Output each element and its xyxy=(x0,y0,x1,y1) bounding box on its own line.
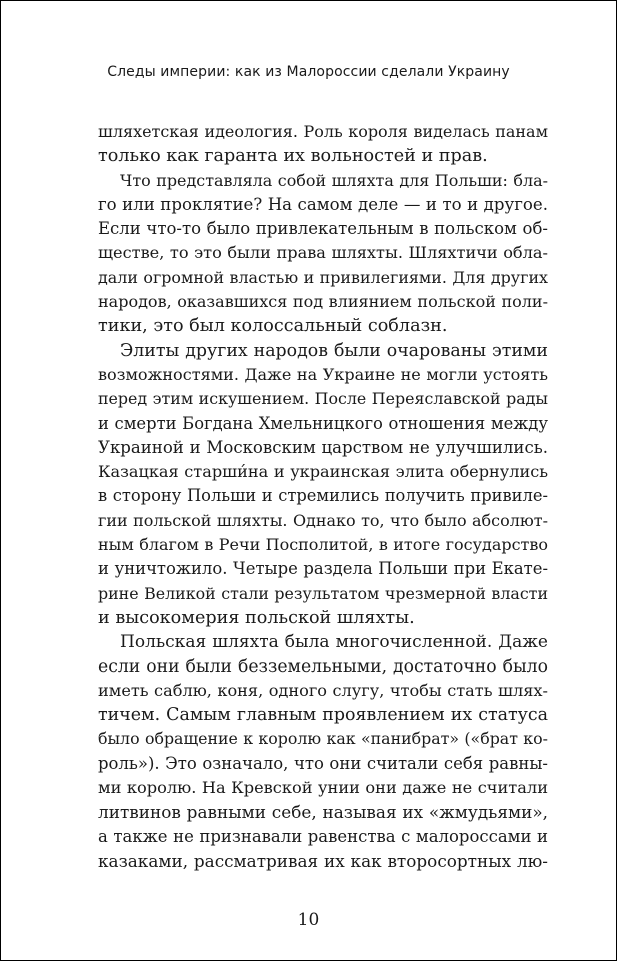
text-line: перед этим искушением. После Переяславской рады xyxy=(98,389,548,409)
text-line: и высокомерия польской шляхты. xyxy=(98,607,415,628)
body-text xyxy=(98,120,548,873)
text-line: литвинов равными себе, называя их «жмудьями», xyxy=(98,802,548,823)
text-line: Казацкая старши́на и украинская элита обернулись xyxy=(98,462,548,482)
text-line: ществе, то это были права шляхты. Шляхтичи обла- xyxy=(98,243,548,263)
text-line: казаками, рассматривая их как второсортных лю- xyxy=(98,850,548,871)
text-line: Что представляла собой шляхта для Польши: бла- xyxy=(120,170,548,190)
text-line: в сторону Польши и стремились получить привиле- xyxy=(98,486,548,506)
running-head: Следы империи: как из Малороссии сделали Украину xyxy=(107,64,510,80)
text-line: Если что-то было привлекательным в польском об- xyxy=(98,219,548,239)
text-line: ным благом в Речи Посполитой, в итоге государство xyxy=(98,535,548,555)
text-line: только как гаранта их вольностей и прав. xyxy=(98,146,488,167)
text-line: возможностями. Даже на Украине не могли устоять xyxy=(98,364,548,384)
text-line: ми королю. На Кревской унии они даже не считали xyxy=(98,778,548,798)
text-line: Украиной и Московским царством не улучшились. xyxy=(98,437,548,457)
text-line: народов, оказавшихся под влиянием польской поли- xyxy=(98,292,548,312)
text-line: было обращение к королю как «панибрат» («брат ко- xyxy=(98,729,548,749)
text-line: и уничтожило. Четыре раздела Польши при Екате- xyxy=(98,559,548,579)
text-line: шляхетская идеология. Роль короля виделась панам xyxy=(98,122,548,141)
text-line: тичем. Самым главным проявлением их статуса xyxy=(98,705,548,726)
text-line: и смерти Богдана Хмельницкого отношения между xyxy=(98,413,548,433)
text-line: Польская шляхта была многочисленной. Даже xyxy=(120,632,548,653)
text-line: а также не признавали равенства с малороссами и xyxy=(98,826,548,846)
text-line: рине Великой стали результатом чрезмерной власти xyxy=(98,583,548,603)
text-line: роль»). Это означало, что они считали себя равны- xyxy=(98,753,548,773)
page-number: 10 xyxy=(297,910,320,930)
text-line: тики, это был колоссальный соблазн. xyxy=(98,316,448,337)
text-line: если они были безземельными, достаточно было xyxy=(98,656,548,677)
text-line: дали огромной властью и привилегиями. Для других xyxy=(98,267,548,287)
text-line: Элиты других народов были очарованы этими xyxy=(120,340,548,361)
text-line: гии польской шляхты. Однако то, что было абсолют- xyxy=(98,510,548,530)
text-line: го или проклятие? На самом деле — и то и другое. xyxy=(98,194,548,214)
text-line: иметь саблю, коня, одного слугу, чтобы стать шлях- xyxy=(98,680,548,700)
